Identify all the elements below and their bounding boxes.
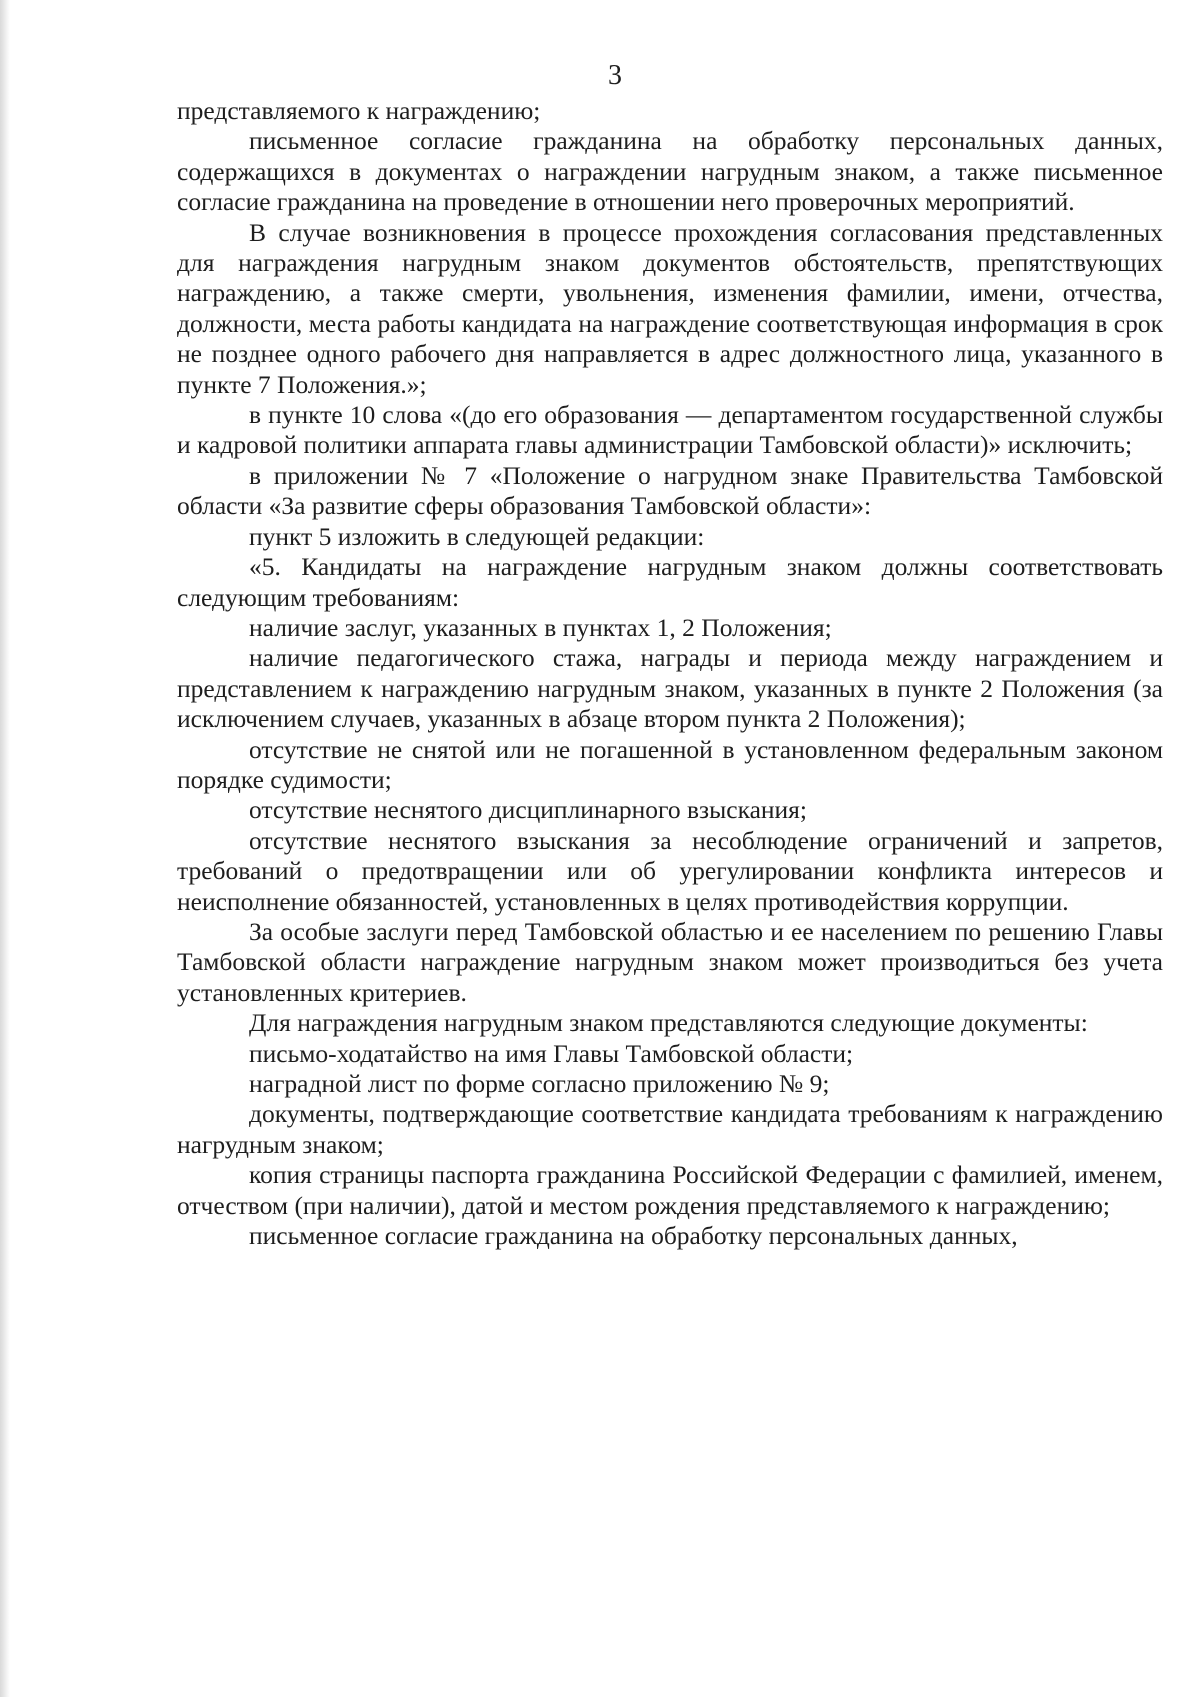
paragraph: отсутствие неснятого дисциплинарного взыскания; bbox=[249, 795, 807, 825]
paragraph: представляемого к награждению; bbox=[177, 96, 541, 125]
paragraph: наличие педагогического стажа, награды и периода между награждением и представлением к награждению нагрудным знаком, указанных в пункте 2 Положения (за исключением случаев, указанных в абзаце втором пункта 2 Положения); bbox=[177, 643, 1163, 734]
paragraph: В случае возникновения в процессе прохождения согласования представленных для награждения нагрудным знаком документов обстоятельств, препятствующих награждению, а также смерти, увольнения, изменения фамилии, имени, отчества, должности, места работы кандидата на награждение соответствующая информация в срок не позднее одного рабочего дня направляется в адрес должностного лица, указанного в пункте 7 Положения.»; bbox=[177, 217, 1163, 399]
document-body bbox=[177, 96, 1163, 1251]
paragraph: Для награждения нагрудным знаком представляются следующие документы: bbox=[249, 1008, 1088, 1038]
page-number: 3 bbox=[608, 60, 622, 91]
paragraph: документы, подтверждающие соответствие кандидата требованиям к награждению нагрудным знаком; bbox=[177, 1099, 1163, 1159]
paragraph: наградной лист по форме согласно приложению № 9; bbox=[249, 1069, 830, 1098]
paragraph: копия страницы паспорта гражданина Российской Федерации с фамилией, именем, отчеством (при наличии), датой и местом рождения представляемого к награждению; bbox=[177, 1160, 1163, 1220]
paragraph: отсутствие не снятой или не погашенной в установленном федеральным законом порядке судимости; bbox=[177, 734, 1163, 794]
paragraph: письменное согласие гражданина на обработку персональных данных, содержащихся в документах о награждении нагрудным знаком, а также письменное согласие гражданина на проведение в отношении него проверочных мероприятий. bbox=[177, 126, 1163, 217]
paragraph: наличие заслуг, указанных в пунктах 1, 2 Положения; bbox=[249, 612, 832, 642]
paragraph: в пункте 10 слова «(до его образования — департаментом государственной службы и кадровой политики аппарата главы администрации Тамбовской области)» исключить; bbox=[177, 400, 1163, 460]
paragraph: отсутствие неснятого взыскания за несоблюдение ограничений и запретов, требований о предотвращении или об урегулировании конфликта интересов и неисполнение обязанностей, установленных в целях противодействия коррупции. bbox=[177, 825, 1163, 916]
paragraph: в приложении № 7 «Положение о нагрудном знаке Правительства Тамбовской области «За развитие сферы образования Тамбовской области»: bbox=[177, 460, 1163, 521]
paragraph: пункт 5 изложить в следующей редакции: bbox=[249, 521, 705, 551]
paragraph: За особые заслуги перед Тамбовской областью и ее населением по решению Главы Тамбовской области награждение нагрудным знаком может производиться без учета установленных критериев. bbox=[177, 916, 1163, 1007]
paragraph: письменное согласие гражданина на обработку персональных данных, bbox=[249, 1221, 1018, 1251]
scan-edge-shadow bbox=[0, 0, 10, 1697]
paragraph: письмо-ходатайство на имя Главы Тамбовской области; bbox=[249, 1038, 854, 1068]
paragraph: «5. Кандидаты на награждение нагрудным знаком должны соответствовать следующим требованиям: bbox=[177, 552, 1163, 612]
